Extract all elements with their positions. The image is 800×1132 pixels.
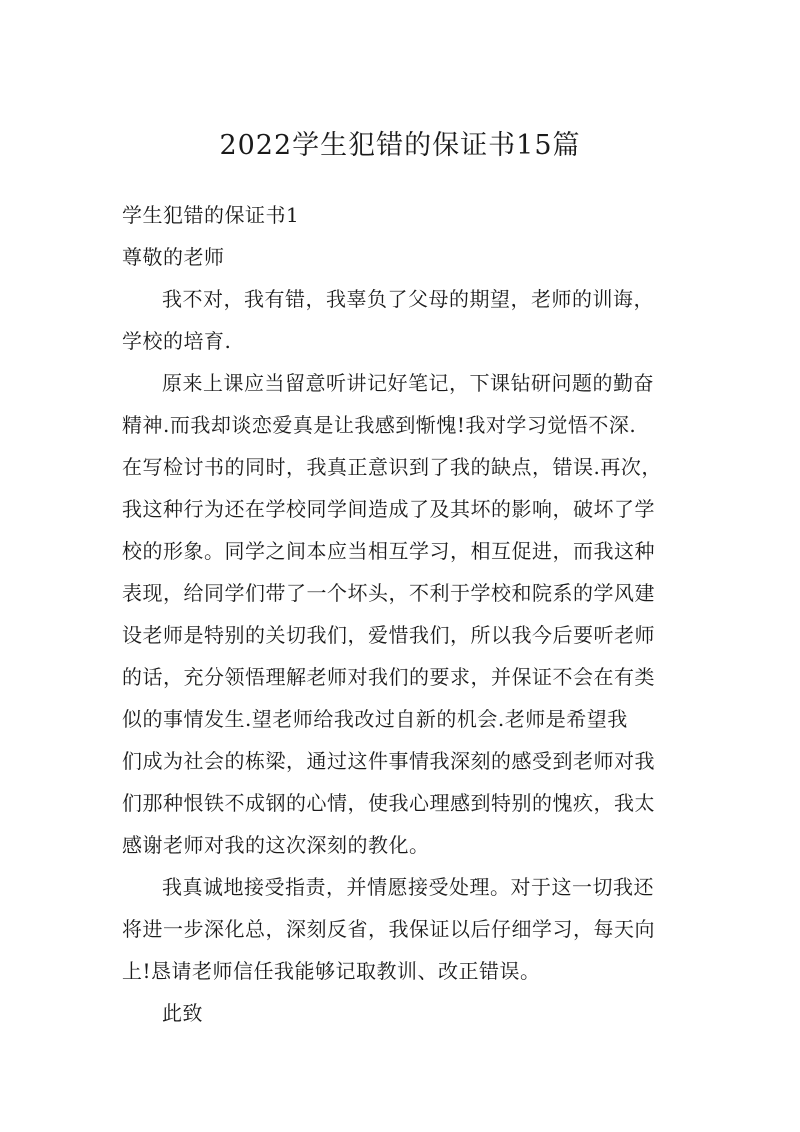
paragraph-line: 似的事情发生.望老师给我改过自新的机会.老师是希望我	[122, 707, 628, 731]
paragraph-line: 感谢老师对我的这次深刻的教化。	[122, 833, 430, 857]
document-title: 2022学生犯错的保证书15篇	[219, 130, 581, 161]
paragraph-line: 上!恳请老师信任我能够记取教训、改正错误。	[122, 959, 541, 983]
salutation: 尊敬的老师	[122, 245, 225, 269]
section-heading: 学生犯错的保证书1	[122, 203, 300, 227]
paragraph-line: 我真诚地接受指责，并情愿接受处理。对于这一切我还	[162, 875, 654, 899]
paragraph-line: 的话，充分领悟理解老师对我们的要求，并保证不会在有类	[122, 665, 655, 689]
paragraph-line: 原来上课应当留意听讲记好笔记，下课钻研问题的勤奋	[162, 371, 654, 395]
paragraph-line: 我这种行为还在学校同学间造成了及其坏的影响，破坏了学	[122, 497, 655, 521]
paragraph-line: 在写检讨书的同时，我真正意识到了我的缺点，错误.再次，	[122, 455, 662, 479]
paragraph-line: 们那种恨铁不成钢的心情，使我心理感到特别的愧疚，我太	[122, 791, 655, 815]
paragraph-line: 我不对，我有错，我辜负了父母的期望，老师的训诲，	[162, 287, 654, 311]
paragraph-line: 学校的培育.	[122, 329, 232, 353]
closing-line: 此致	[162, 1001, 203, 1025]
paragraph-line: 将进一步深化总，深刻反省，我保证以后仔细学习，每天向	[122, 917, 655, 941]
paragraph-line: 设老师是特别的关切我们，爱惜我们，所以我今后要听老师	[122, 623, 655, 647]
paragraph-line: 们成为社会的栋梁，通过这件事情我深刻的感受到老师对我	[122, 749, 655, 773]
paragraph-line: 精神.而我却谈恋爱真是让我感到惭愧!我对学习觉悟不深.	[122, 413, 637, 437]
paragraph-line: 表现，给同学们带了一个坏头，不利于学校和院系的学风建	[122, 581, 655, 605]
paragraph-line: 校的形象。同学之间本应当相互学习，相互促进，而我这种	[122, 539, 655, 563]
